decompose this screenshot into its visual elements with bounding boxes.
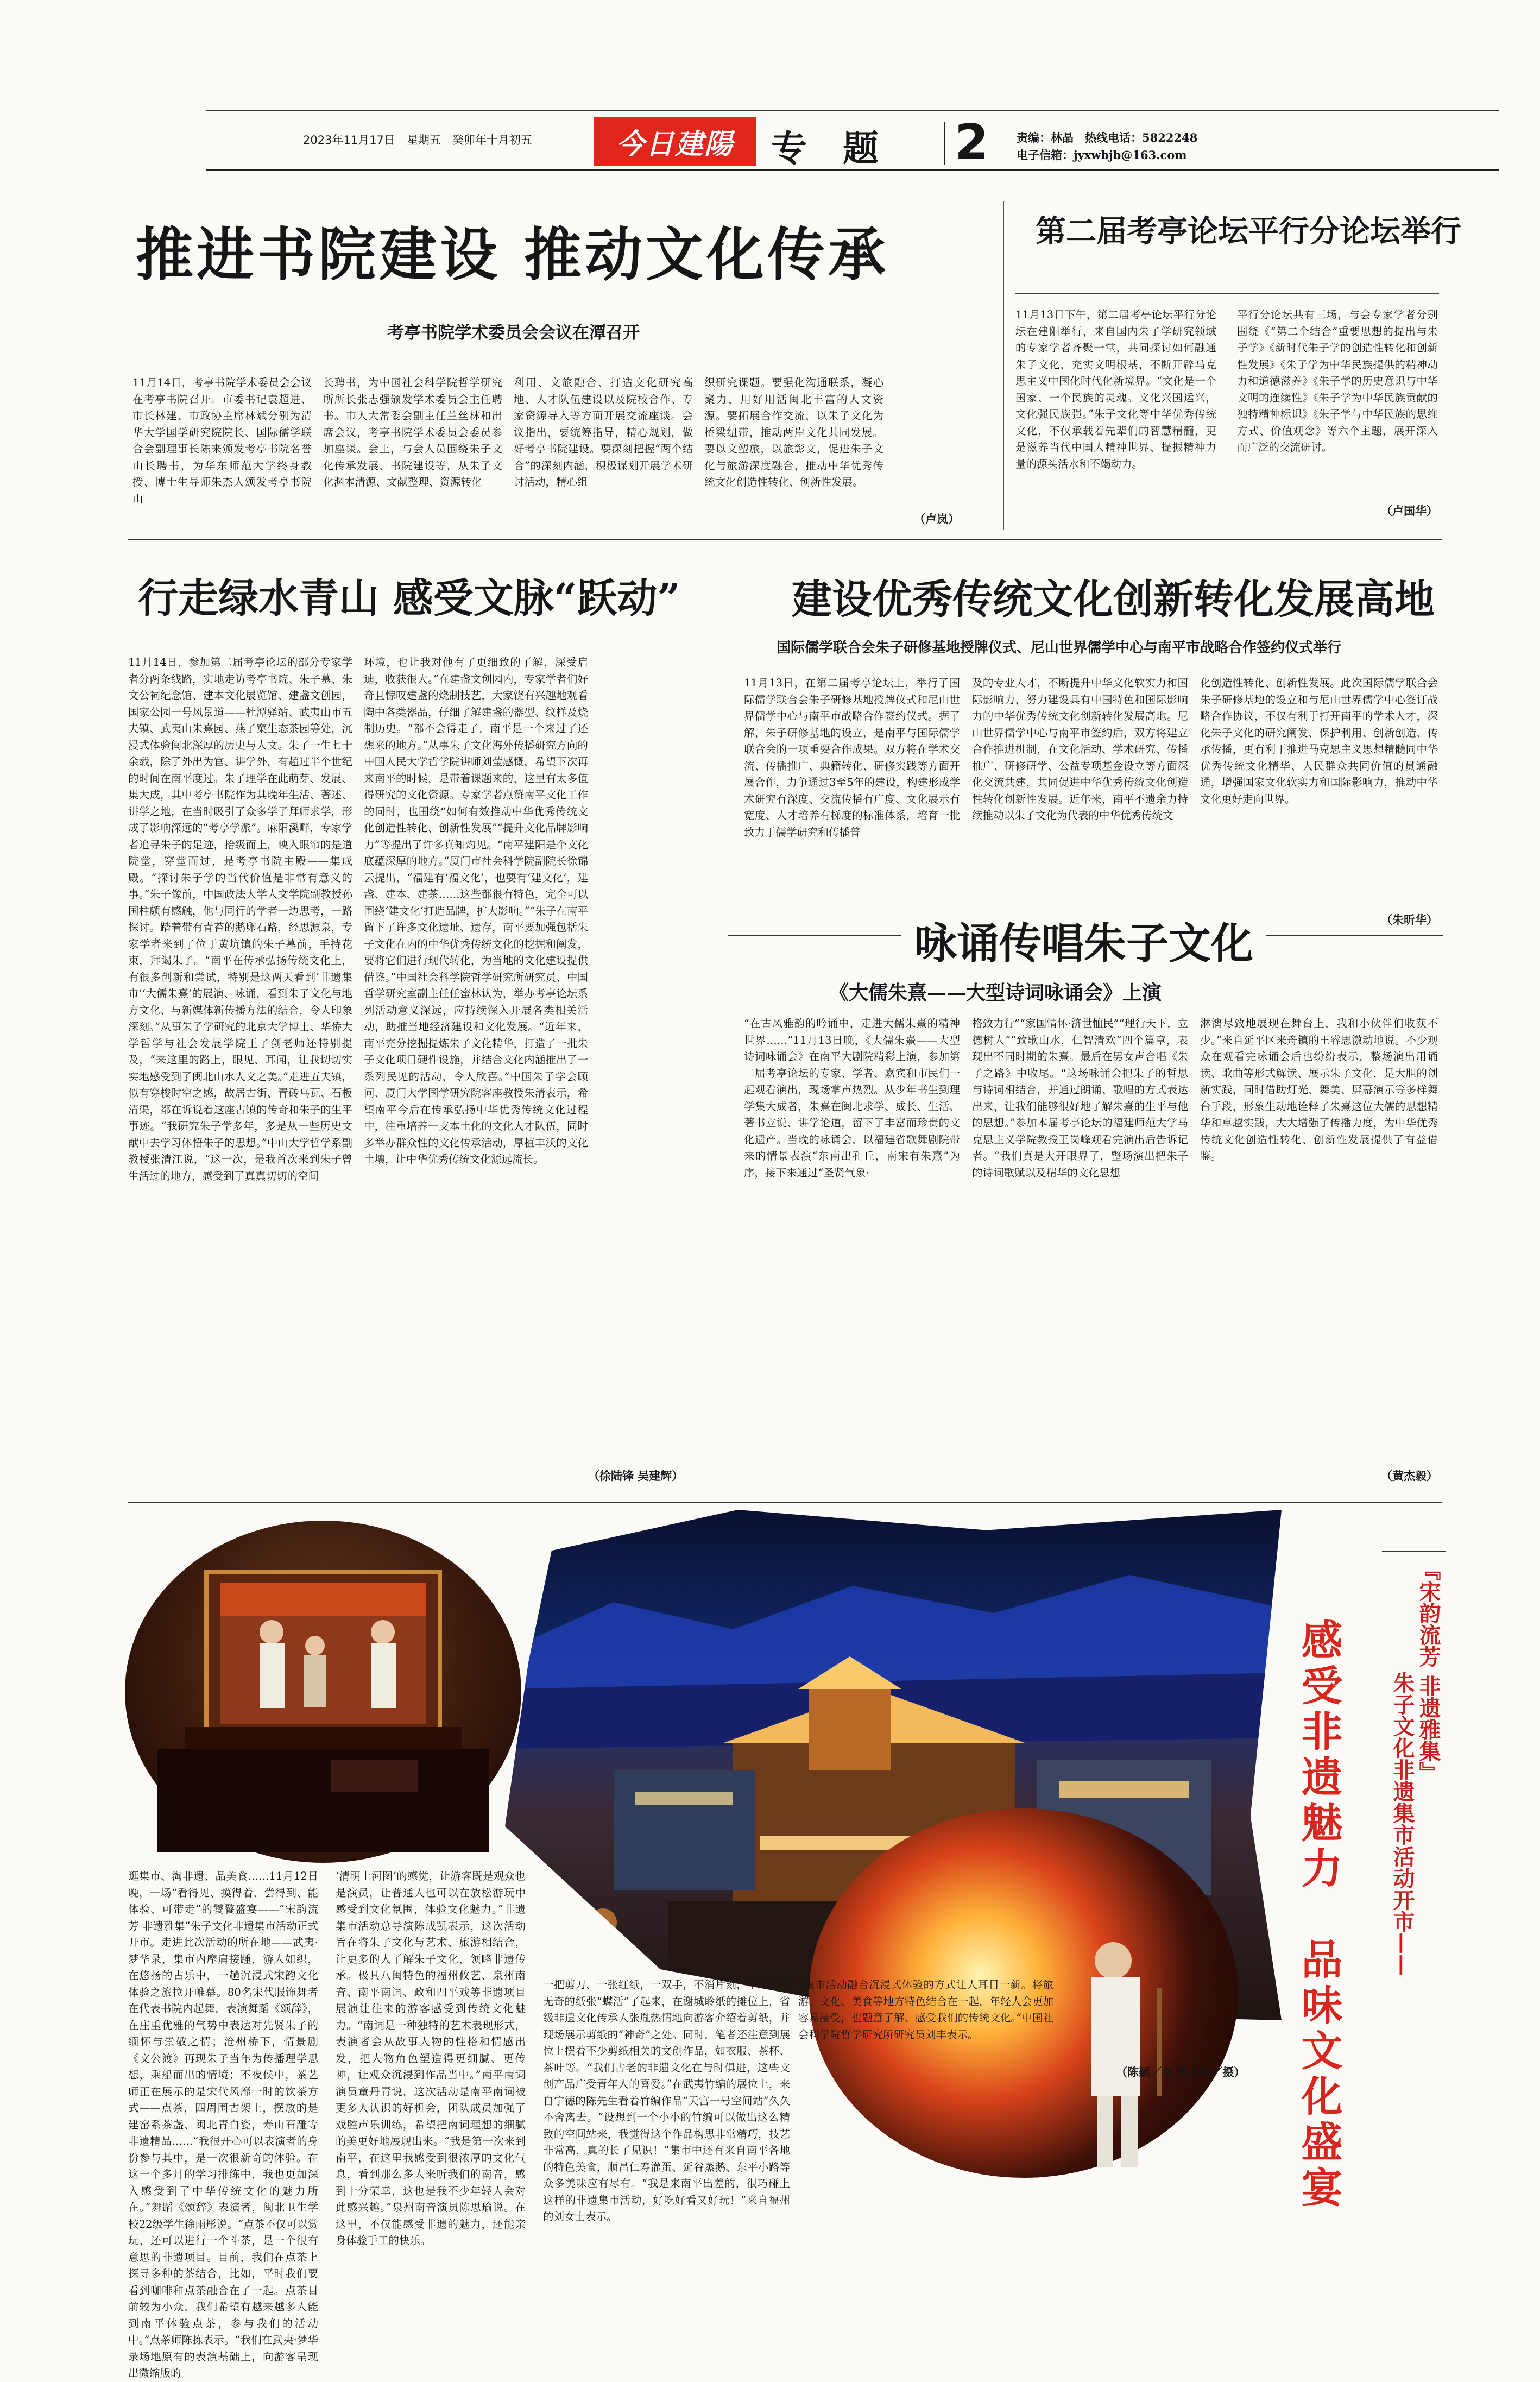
divider-top [1003, 201, 1004, 530]
feature-vertical-heading-1: 『宋韵流芳 非遗雅集』 [1416, 1559, 1441, 1784]
article5-subtitle: 《大儒朱熹——大型诗词咏诵会》上演 [829, 981, 1162, 1004]
article2-rule [1015, 293, 1439, 294]
article3-col2: 环境，也让我对他有了更细致的了解，深受启迪，收获很大。”在建盏文创园内，专家学者们好奇且惊叹建盏的烧制技艺，大家饶有兴趣地观看陶中各类器品，仔细了解建盏的器型、纹样及烧制历史。“都不会得走了，南平是一个来过了还想来的地方。”从事朱子文化海外传播研究方向的中国人民大学哲学院讲师刘莹感慨，希望下次再来南平的时候，是带着课题来的，这里有太多值得研究的文化资源。专家学者点赞南平文化工作的同时，也围绕“如何有效推动中华优秀传统文化创造性转化、创新性发展”“提升文化品牌影响力”等提出了许多真知灼见。“南平建阳是个文化底蕴深厚的地方。”厦门市社会科学院副院长徐锦云提出，“福建有‘福文化’，也要有‘建文化’，建盏、建本、建茶……这些都很有特色，完全可以围绕‘建文化’打造品牌，扩大影响。”“朱子在南平留下了许多文化遗址、遗存，南平要加强包括朱子文化在内的中华优秀传统文化的挖掘和阐发，要将它们进行现代转化，为当地的文化建设提供借鉴。”中国社会科学院哲学研究所研究员、中国哲学研究室副主任任蜜林认为，举办考亭论坛系列活动意义深远，应持续深入开展各类相关活动，助推当地经济建设和文化发展。“近年来，南平充分挖掘提炼朱子文化精华，打造了一批朱子文化项目硬件设施，并结合文化内涵推出了一系列民见的活动，令人欣喜。”中国朱子学会顾问、厦门大学国学研究院客座教授朱清表示，希望南平今后在传承弘扬中华优秀传统文化过程中，注重培养一支本土化的文化人才队伍，同时多举办群众性的文化传承活动，厚植丰沃的文化土壤，让中华优秀传统文化源远流长。 [364, 656, 588, 1165]
logo-text: 今日建陽 [616, 127, 734, 161]
article4-title: 建设优秀传统文化创新转化发展高地 [792, 576, 1435, 623]
article4-byline: （朱昕华） [1381, 913, 1438, 927]
masthead-divider [944, 122, 945, 165]
article4-col1: 11月13日，在第二届考亭论坛上，举行了国际儒学联合会朱子研修基地授牌仪式和尼山世界儒学中心与南平市战略合作签约仪式。据了解，朱子研修基地的设立，是南平与国际儒学联合会的一项重要合作成果。双方将在学术交流、传播推广、典籍转化、研修实践等方面开展合作，力争通过3至5年的建设，构建形成学术研究有深度、交流传播有广度、文化展示有宽度、人才培养有梯度的标准体系，培育一批致力于儒学研究和传播普 [744, 677, 960, 839]
article3-col1: 11月14日，参加第二届考亭论坛的部分专家学者分两条线路，实地走访考亭书院、朱子墓、朱文公祠纪念馆、建本文化展览馆、建盏文创园，国家公园一号风景道——杜潭驿站、武夷山市五夫镇、武夷山朱熹园、燕子窠生态茶园等处，沉浸式体验闽北深厚的历史与人文。朱子一生七十余载，除了外出为官、讲学外，有超过半个世纪的时间在南平度过。朱子理学在此萌芽、发展、集大成，其中考亭书院作为其晚年生活、著述、讲学之地，在当时吸引了众多学子拜师求学，形成了影响深远的“考亭学派”。麻阳溪畔，专家学者追寻朱子的足迹，拾级而上，映入眼帘的是道院堂，穿堂而过，是考亭书院主殿——集成殿。“探讨朱子学的当代价值是非常有意义的事。”朱子像前，中国政法大学人文学院副教授孙国柱颇有感触，他与同行的学者一边思考，一路探讨。踏着带有青苔的鹅卵石路，经思源泉，专家学者来到了位于黄坑镇的朱子墓前，手持花束，拜谒朱子。“南平在传承弘扬传统文化上，有很多创新和尝试，特别是这两天看到‘非遗集市’‘大儒朱熹’的展演、咏诵，看到朱子文化与地方文化、与新媒体新传播方法的结合，令人印象深刻。”从事朱子学研究的北京大学博士、华侨大学哲学与社会发展学院王子剑老师还特别提及，“来这里的路上，眼见、耳闻，让我切切实实地感受到了闽北山水人文之美。”走进五夫镇，似有穿梭时空之感，故居古街、青砖乌瓦、石板清渠，都在诉说着这座古镇的传奇和朱子的生平事迹。“我研究朱子学多年，多是从一些历史文献中去学习体悟朱子的思想。”中山大学哲学系副教授张清江说，“这一次，是我首次来到朱子曾生活过的地方，感受到了真真切切的空间 [128, 656, 352, 1182]
article4-col2: 及的专业人才，不断提升中华文化软实力和国际影响力，努力建设具有中国特色和国际影响力的中华优秀传统文化创新转化发展高地。尼山世界儒学中心与南平市签约后，双方将建立合作推进机制，在文化活动、学术研究、传播推广、研修研学、公益专项基金设立等方面深化交流共建，共同促进中华优秀传统文化创造性转化创新性发展。近年来，南平不遗余力持续推动以朱子文化为代表的中华优秀传统文 [972, 677, 1188, 822]
article5-col1: “在古风雅韵的吟诵中，走进大儒朱熹的精神世界……”11月13日晚，《大儒朱熹——大型诗词咏诵会》在南平大剧院精彩上演，参加第二届考亭论坛的专家、学者、嘉宾和市民们一起观看演出，现场掌声热烈。从少年书生到理学集大成者，朱熹在闽北求学、成长、生活、著书立说、讲学论道，留下了丰富而珍贵的文化遗产。当晚的咏诵会，以福建省歌舞剧院带来的情景表演“东南出孔丘，南宋有朱熹”为序，接下来通过“圣贤气象· [744, 1017, 960, 1179]
article2-byline: （卢国华） [1381, 504, 1438, 518]
rule-section3 [128, 1502, 1442, 1503]
stage-performance-photo [125, 1521, 521, 1863]
article1-title: 推进书院建设 推动文化传承 [136, 222, 889, 288]
article4-col3: 化创造性转化、创新性发展。此次国际儒学联合会朱子研修基地的设立和与尼山世界儒学中心签订战略合作协议，不仅有利于打开南平的学术人才，深化朱子文化的研究阐发、保护利用、创新创造、传承传播，更有利于推进马克思主义思想精髓同中华优秀传统文化精华、人民群众共同价值的贯通融通，增强国家文化软实力和国际影响力，推动中华文化更好走向世界。 [1200, 677, 1438, 805]
article1-col4: 织研究课题。要强化沟通联系，凝心聚力，用好用活闽北丰富的人文资源。要拓展合作交流，以朱子文化为桥梁纽带，推动两岸文化共同发展。要以文塑旅，以旅彰文，促进朱子文化与旅游深度融合，推动中华优秀传统文化创造性转化、创新性发展。 [704, 376, 883, 488]
article5-col3: 淋漓尽致地展现在舞台上，我和小伙伴们收获不少。”来自延平区来舟镇的王睿思激动地说。不少观众在观看完咏诵会后也纷纷表示，整场演出用诵读、歌曲等形式解读、展示朱子文化，是大胆的创新实践，同时借助灯光、舞美、屏幕演示等多样舞台手段，形象生动地诠释了朱熹这位大儒的思想精华和卓越实践，大大增强了传播力度，为中华优秀传统文化创造性转化、创新性发展提供了有益借鉴。 [1200, 1017, 1438, 1162]
feature-main-title: 感受非遗魅力 品味文化盛宴 [1295, 1618, 1343, 2211]
feature-vertical-heading-2: 朱子文化非遗集市活动开市—— [1390, 1672, 1415, 1976]
masthead-logo [594, 117, 756, 166]
article1-subtitle: 考亭书院学术委员会会议在潭召开 [387, 323, 640, 343]
article1-byline: （卢岚） [914, 512, 960, 526]
page-number: 2 [955, 114, 989, 171]
article1-col2: 长聘书，为中国社会科学院哲学研究所所长张志强颁发学术委员会主任聘书。市人大常委会副主任兰丝林和出席会议，考亭书院学术委员会委员参加座谈。会上，与会人员围绕朱子文化传承发展、书院建设等，从朱子文化渊本清源、文献整理、资源转化 [323, 376, 502, 488]
article2-col2: 平行分论坛共有三场，与会专家学者分别围绕《“第二个结合”重要思想的提出与朱子学》《新时代朱子学的创造性转化和创新性发展》《朱子学为中华民族提供的精神动力和道德滋养》《朱子学的历史意识与中华文明的连续性》《朱子学为中华民族贡献的独特精神标识》《朱子学与中华民族的思维方式、价值观念》等六个主题，展开深入而广泛的交流研讨。 [1237, 308, 1438, 453]
feature-heading-rule [1382, 1551, 1446, 1552]
article2-col1: 11月13日下午，第二届考亭论坛平行分论坛在建阳举行，来自国内朱子学研究领域的专家学者齐聚一堂，共同探讨如何融通朱子文化，充实文明根基，不断开辟马克思主义中国化时代化新境界。“文化是一个国家、一个民族的灵魂。文化兴国运兴，文化强民族强。”朱子文化等中华优秀传统文化，不仅承载着先辈们的智慧精髓，更是滋养当代中国人精神世界、提振精神力量的源头活水和不竭动力。 [1015, 308, 1216, 470]
feature-col2: ‘清明上河图’的感觉，让游客既是观众也是演员，让普通人也可以在放松游玩中感受到文化氛围，体验文化魅力。”非遗集市活动总导演陈成凯表示，这次活动旨在将朱子文化与艺术、旅游相结合，让更多的人了解朱子文化，领略非遗传承。极具八闽特色的福州攸艺、泉州南音、南平南词、政和四平戏等非遗项目展演让往来的游客感受到传统文化魅力。“南词是一种独特的艺术表现形式，表演者会从故事人物的性格和情感出发，把人物角色塑造得更细腻、更传神，让观众沉浸到作品当中。”南平南词演员童丹青说，这次活动是南平南词被更多人认识的好机会，团队成员加强了戏腔声乐训练，希望把南词理想的细腻的美更好地展现出来。“我是第一次来到南平，在这里我感受到很浓厚的文化气息，看到那么多人来听我们的南音，感到十分荣幸，这也是我不少年轻人会对此感兴趣。”泉州南音演员陈思瑜说。在这里，不仅能感受非遗的魅力，还能亲身体验手工的快乐。 [336, 1870, 526, 2247]
article3-byline: （徐陆锋 吴建辉） [588, 1469, 684, 1483]
masthead-bottom-rule [206, 169, 1499, 171]
editor-info: 责编：林晶 热线电话：5822248 [1017, 131, 1198, 144]
email-info: 电子信箱：jyxwbjb@163.com [1017, 148, 1187, 162]
rule-section1 [128, 539, 1442, 540]
article4-subtitle: 国际儒学联合会朱子研修基地授牌仪式、尼山世界儒学中心与南平市战略合作签约仪式举行 [777, 640, 1342, 656]
feature-byline: （陈颖／文 吴大均／摄） [1116, 2065, 1246, 2079]
stage-scene-icon [125, 1521, 521, 1863]
article5-title: 咏诵传唱朱子文化 [901, 910, 1266, 971]
feature-col4: “集市活动融合沉浸式体验的方式让人耳目一新。将旅游、文化、美食等地方特色结合在一起，年轻人会更加容易接受，也题意了解、感受我们的传统文化。”中国社会科学院哲学研究所研究员刘丰表示。 [798, 1978, 1053, 2041]
article2-title: 第二届考亭论坛平行分论坛举行 [1036, 213, 1461, 249]
masthead-date: 2023年11月17日 星期五 癸卯年十月初五 [303, 134, 532, 147]
article5-byline: （黄杰毅） [1381, 1469, 1438, 1483]
feature-col3: 一把剪刀、一张红纸，一双手，不消片刻，本来平平无奇的纸张“蝶活”了起来，在谢城聆纸的摊位上，省级非遗文化传承人张胤热情地向游客介绍着剪纸，并现场展示剪纸的“神奇”之处。同时，笔者还注意到展位上摆着不少剪纸相关的文创作品，如衣服、茶杯、茶叶等。“我们古老的非遗文化在与时俱进，这些文创产品广受青年人的喜爱。”在武夷竹编的展位上，来自宁德的陈先生看着竹编作品“天宫一号空间站”久久不舍离去。“设想到一个小小的竹编可以做出这么精致的空间站来，我觉得这个作品构思非常精巧，技艺非常高，真的长了见识！”集市中还有来自南平各地的特色美食，顺昌仁寿灌蛋、延谷蒸鹅、东平小路等众多美味应有尽有。“我是来南平出差的，很巧碰上这样的非遗集市活动，好吃好看又好玩！”来自福州的刘女士表示。 [543, 1978, 790, 2223]
article1-col3: 利用、文旅融合、打造文化研究高地、人才队伍建设以及院校合作、专家资源导入等方面开展交流座谈。会议指出，要统筹指导，精心规划，做好考亭书院建设。要深刻把握“两个结合”的深刻内涵，积极谋划开展学术研讨活动，精心组 [514, 376, 693, 488]
masthead-top-rule [206, 110, 1499, 111]
article3-title: 行走绿水青山 感受文脉“跃动” [138, 575, 680, 622]
feature-col1: 逛集市、淘非遗、品美食……11月12日晚，一场“看得见、摸得着、尝得到、能体验、可带走”的饕餮盛宴——“宋韵流芳 非遗雅集”朱子文化非遗集市活动正式开市。走进此次活动的所在地——武夷·梦华录，集市内摩肩接踵，游人如织，在悠扬的古乐中，一趟沉浸式宋韵文化体验之旅拉开帷幕。80名宋代服饰舞者在代表书院内起舞，表演舞蹈《颂辞》，在庄重优雅的气势中表达对先贤朱子的缅怀与崇敬之情；沧州桥下，情景剧《文公渡》再现朱子当年为传播理学思想，乘船而出的情境；不夜侯中，茶艺师正在展示的是宋代风靡一时的饮茶方式——点茶，四周围古架上，摆放的是建窑系茶盏、闽北青白瓷，寿山石雕等非遗精品……“我很开心可以表演者的身份参与其中，是一次很新奇的体验。在这一个多月的学习排练中，我也更加深入感受到了中华传统文化的魅力所在。”舞蹈《颂辞》表演者，闽北卫生学校22级学生徐雨彤说。“点茶不仅可以赏玩，还可以进行一个斗茶，是一个很有意思的非遗项目。目前，我们在点茶上探寻多种的茶结合，比如，平时我们要看到咖啡和点茶融合在了一起。点茶目前较为小众，我们希望有越来越多人能到南平体验点茶，参与我们的活动中。”点茶师陈拣表示。“我们在武夷·梦华录场地原有的表演基础上，向游客呈现出微缩版的 [128, 1870, 318, 2379]
article1-col1: 11月14日，考亭书院学术委员会会议在考亭书院召开。市委书记袁超进、市长林建、市政协主席林斌分别为清华大学国学研究院院长、国际儒学联合会副理事长陈来颁发考亭书院名誉山长聘书，为华东师范大学终身教授、博士生导师朱杰人颁发考亭书院山 [132, 376, 312, 505]
section-name: 专 题 [771, 128, 879, 169]
article5-col2: 格致力行”“家国情怀·济世恤民”“理行天下，立德树人”“致歌山水，仁智清欢”四个篇章，表现出不同时期的朱熹。最后在男女声合唱《朱子之路》中收尾。“这场咏诵会把朱子的哲思与诗词相结合，并通过朗诵、歌唱的方式表达出来，让我们能够很好地了解朱熹的生平与他的思想。”参加本届考亭论坛的福建师范大学马克思主义学院教授王岗峰观看完演出后告诉记者。“我们真是大开眼界了，整场演出把朱子的诗词歌赋以及精华的文化思想 [972, 1017, 1188, 1179]
